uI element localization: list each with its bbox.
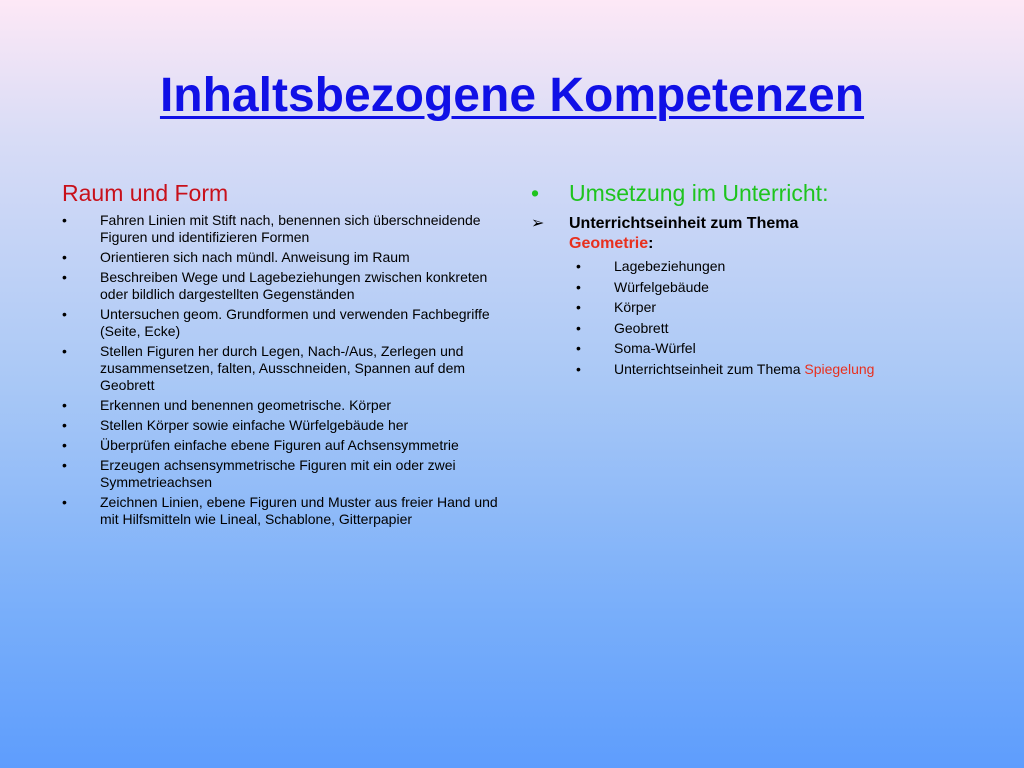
list-item-text: Fahren Linien mit Stift nach, benennen sich überschneidende Figuren und identifizieren Formen: [100, 212, 481, 245]
topic-sub-list: [531, 258, 1001, 378]
bullet-icon: •: [531, 180, 540, 206]
bullet-icon: •: [576, 340, 581, 356]
slide-title: Inhaltsbezogene Kompetenzen: [159, 69, 865, 122]
list-item-text: Würfelgebäude: [614, 278, 709, 295]
bullet-icon: •: [62, 212, 67, 228]
list-item-text: Untersuchen geom. Grundformen und verwenden Fachbegriffe (Seite, Ecke): [100, 306, 490, 339]
arrow-bullet-icon: ➢: [531, 215, 545, 232]
list-item-text: Soma-Würfel: [614, 340, 696, 356]
list-item-text: Zeichnen Linien, ebene Figuren und Muster aus freier Hand und mit Hilfsmitteln wie Lineal, Schablone, Gitterpapier: [100, 494, 498, 527]
list-item: [62, 306, 502, 340]
list-item-text: Erzeugen achsensymmetrische Figuren mit ein oder zwei Symmetrieachsen: [100, 457, 456, 490]
bullet-icon: •: [62, 417, 67, 433]
right-heading: [531, 178, 1001, 208]
bullet-icon: •: [62, 397, 67, 413]
bullet-icon: •: [62, 249, 67, 265]
list-item: [576, 361, 1001, 378]
list-item: [576, 258, 1001, 275]
bullet-icon: •: [576, 278, 581, 295]
list-item: [62, 212, 502, 246]
topic-highlight: Geometrie: [569, 235, 649, 252]
bullet-icon: •: [62, 457, 67, 473]
bullet-icon: •: [62, 269, 67, 285]
bullet-icon: •: [576, 360, 581, 377]
bullet-icon: •: [62, 306, 67, 322]
list-item: [62, 437, 502, 454]
topic-item: [531, 214, 1001, 254]
list-item: [62, 269, 502, 303]
left-bullet-list: [62, 212, 502, 528]
list-item-text: Stellen Figuren her durch Legen, Nach-/Aus, Zerlegen und zusammensetzen, falten, Ausschneiden, Spannen auf dem Geobrett: [100, 343, 466, 393]
list-item-text: Orientieren sich nach mündl. Anweisung im Raum: [100, 249, 410, 265]
list-item-prefix: Unterrichtseinheit zum Thema: [614, 360, 801, 377]
list-item: [62, 457, 502, 491]
list-item: [62, 343, 502, 394]
bullet-icon: •: [576, 319, 581, 336]
list-item: [576, 279, 1001, 296]
list-item-text: Erkennen und benennen geometrische. Körper: [100, 397, 392, 413]
list-item: [62, 494, 502, 528]
topic-suffix: :: [648, 235, 654, 252]
list-item-text: Stellen Körper sowie einfache Würfelgebäude her: [100, 417, 409, 433]
left-column: [62, 178, 502, 531]
list-item: [576, 320, 1001, 337]
bullet-icon: •: [576, 258, 581, 274]
list-item: [576, 340, 1001, 357]
list-item-text: Geobrett: [614, 319, 669, 336]
list-item: [62, 249, 502, 266]
bullet-icon: •: [62, 343, 67, 359]
list-item-text: Lagebeziehungen: [614, 258, 726, 274]
topic-prefix: Unterrichtseinheit zum Thema: [569, 215, 799, 232]
list-item-text: Überprüfen einfache ebene Figuren auf Achsensymmetrie: [100, 437, 459, 453]
list-item: [62, 417, 502, 434]
right-heading-text: Umsetzung im Unterricht:: [569, 180, 829, 206]
list-item-text: Beschreiben Wege und Lagebeziehungen zwischen konkreten oder bildlich dargestellten Gegenständen: [100, 269, 488, 302]
list-item-text: Körper: [614, 299, 657, 315]
bullet-icon: •: [576, 299, 581, 315]
list-item: [576, 299, 1001, 316]
bullet-icon: •: [62, 494, 67, 510]
bullet-icon: •: [62, 437, 67, 453]
right-column: [531, 178, 1001, 381]
list-item-highlight: Spiegelung: [804, 360, 875, 377]
list-item: [62, 397, 502, 414]
left-heading: Raum und Form: [62, 180, 229, 206]
